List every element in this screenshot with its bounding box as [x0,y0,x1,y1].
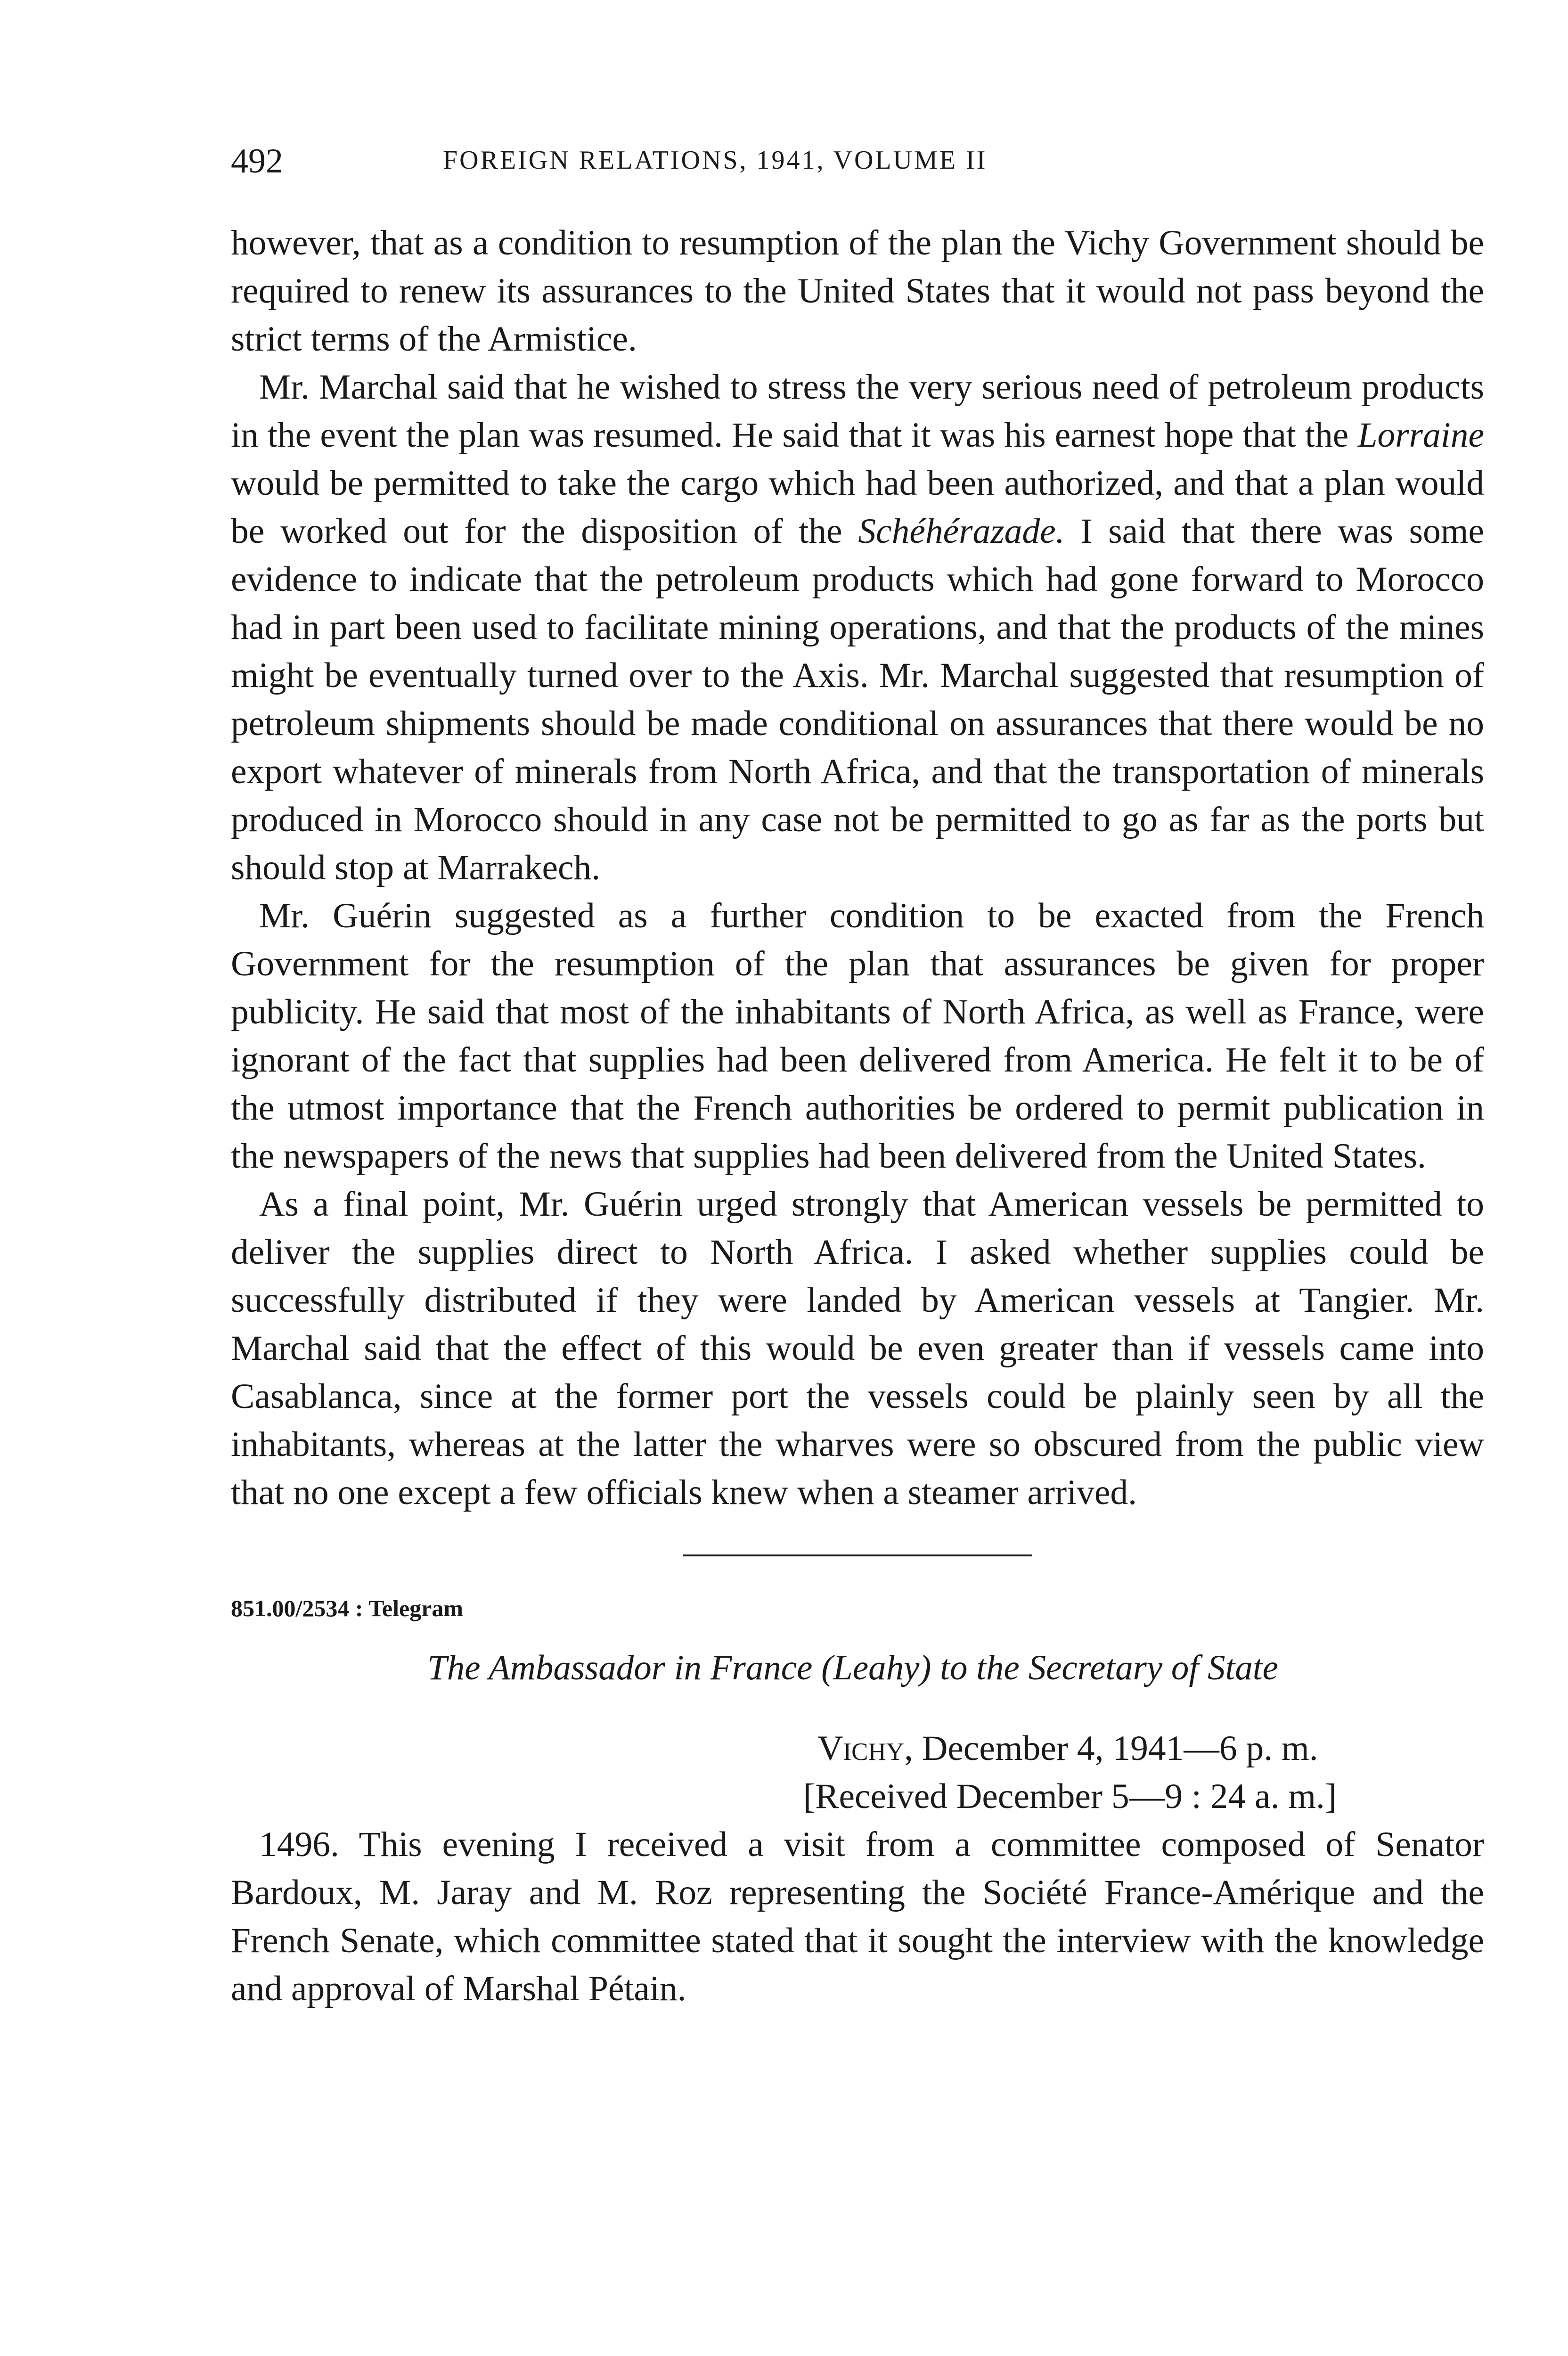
paragraph-american-vessels: As a final point, Mr. Guérin urged strongly that American vessels be permitted to deliver the supplies direct to North Africa. I asked whether supplies could be successfully distributed if they were landed by American vessels at Tangier. Mr. Marchal said that the effect of this would be even greater than if vessels came into Casablanca, since at the former port the vessels could be plainly seen by all the inhabitants, whereas at the latter the wharves were so obscured from the public view that no one except a few officials knew when a steamer arrived. [231,1185,1484,1512]
paragraph-text: would be permitted to take the cargo which had been authorized, and that a plan would be worked out for the disposition of the [231,464,1484,551]
paragraph-marchal-petroleum [231,363,1484,892]
body-text [231,219,1484,1517]
page-number: 492 [231,142,283,180]
ship-name-lorraine: Lorraine [1357,416,1484,455]
dateline [231,1725,1484,1773]
ship-name-scheherazade: Schéhérazade. [858,512,1065,551]
running-head-title: FOREIGN RELATIONS, 1941, VOLUME II [443,146,988,175]
paragraph-telegram-1496: 1496. This evening I received a visit from a committee composed of Senator Bardoux, M. Jaray and M. Roz representing the Société France-Amérique and the French Senate, which committee stated that it sought the interview with the knowledge and approval of Marshal Pétain. [231,1825,1484,2008]
received-line: [Received December 5—9 : 24 a. m.] [803,1777,1337,1816]
telegram-body [231,1821,1484,2013]
paragraph-continued: however, that as a condition to resumption of the plan the Vichy Government should be required to renew its assurances to the United States that it would not pass beyond the strict terms of the Armistice. [231,223,1484,359]
section-divider [683,1554,1032,1556]
paragraph-text: Mr. Marchal said that he wished to stress the very serious need of petroleum products in the event the plan was resumed. He said that it was his earnest hope that the [231,368,1484,455]
file-reference: 851.00/2534 : Telegram [231,1595,464,1621]
running-head [231,141,1484,193]
dateline-place: Vichy [817,1729,905,1768]
document-title: The Ambassador in France (Leahy) to the Secretary of State [427,1648,1278,1687]
paragraph-guerin-publicity: Mr. Guérin suggested as a further condition to be exacted from the French Government for the resumption of the plan that assurances be given for proper publicity. He said that most of the inhabitants of North Africa, as well as France, were ignorant of the fact that supplies had been delivered from America. He felt it to be of the utmost importance that the French authorities be ordered to permit publication in the newspapers of the news that supplies had been delivered from the United States. [231,896,1484,1176]
paragraph-text: I said that there was some evidence to indicate that the petroleum products which had gone forward to Morocco had in part been used to facilitate mining operations, and that the products of the mines might be eventually turned over to the Axis. Mr. Marchal suggested that resumption of petroleum shipments should be made conditional on assurances that there would be no export whatever of minerals from North Africa, and that the transportation of minerals produced in Morocco should in any case not be permitted to go as far as the ports but should stop at Marrakech. [231,512,1484,887]
document-page [231,141,1484,2013]
dateline-date: , December 4, 1941—6 p. m. [904,1729,1318,1768]
